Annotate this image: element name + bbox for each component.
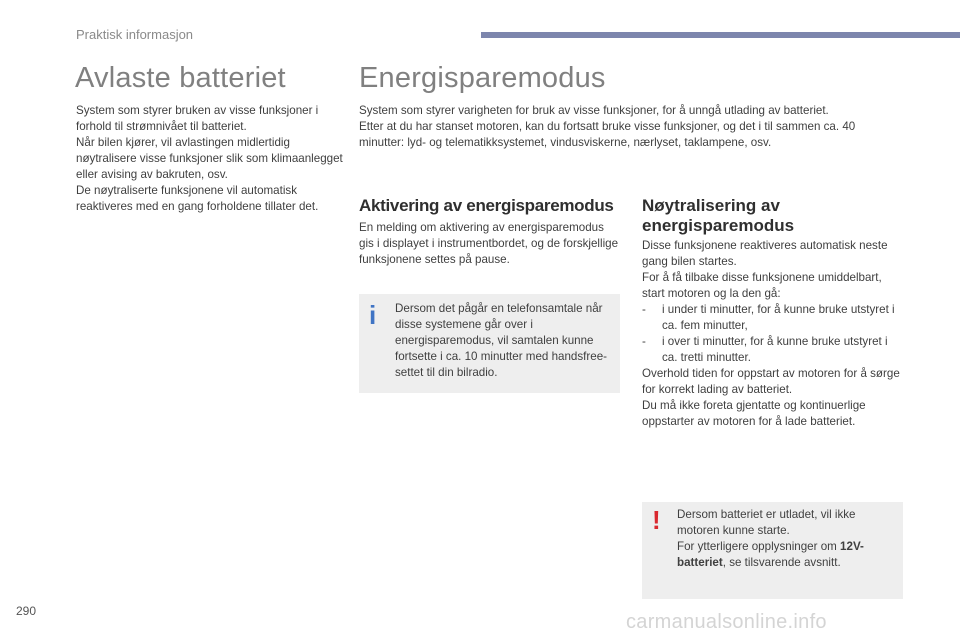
left-title: Avlaste batteriet: [75, 62, 286, 94]
list-item: [642, 302, 904, 334]
warning-bold: 12V-batteriet: [677, 540, 864, 569]
info-box: [359, 294, 620, 393]
neutralization-heading-line1: Nøytralisering av: [642, 196, 780, 215]
left-paragraph: De nøytraliserte funksjonene vil automatisk reaktiveres med en gang forholdene tillater det.: [76, 184, 319, 213]
list-text: i over ti minutter, for å kunne bruke utstyret i ca. tretti minutter.: [662, 335, 888, 364]
neutralization-heading-line2: energisparemodus: [642, 216, 795, 235]
right-title: Energisparemodus: [359, 62, 606, 94]
neutralization-p2: For å få tilbake disse funksjonene umiddelbart, start motoren og la den gå:: [642, 271, 882, 300]
activation-text: En melding om aktivering av energisparemodus gis i displayet i instrumentbordet, og de forskjellige funksjonene settes på pause.: [359, 221, 619, 266]
list-item: [642, 334, 904, 366]
intro-paragraph: System som styrer varigheten for bruk av visse funksjoner, for å unngå utlading av batteriet.: [359, 104, 829, 117]
warning-line2: [677, 539, 897, 571]
list-text: i under ti minutter, for å kunne bruke utstyret i ca. fem minutter,: [662, 303, 895, 332]
warning-box: [642, 502, 903, 599]
neutralization-p1: Disse funksjonene reaktiveres automatisk neste gang bilen startes.: [642, 239, 888, 268]
neutralization-p3: Overhold tiden for oppstart av motoren for å sørge for korrekt lading av batteriet.: [642, 367, 900, 396]
section-label: Praktisk informasjon: [76, 27, 194, 42]
warning-line2-start: For ytterligere opplysninger om: [677, 540, 837, 553]
activation-heading: Aktivering av energisparemodus: [359, 196, 614, 215]
header-bar: [481, 32, 960, 38]
warning-line2-end: , se tilsvarende avsnitt.: [722, 556, 841, 569]
right-intro: [359, 103, 859, 151]
list-dash: -: [642, 303, 646, 316]
left-paragraph: System som styrer bruken av visse funksjoner i forhold til strømnivået til batteriet.: [76, 104, 319, 133]
left-paragraph: Når bilen kjører, vil avlastingen midlertidig nøytralisere visse funksjoner slik som klimaanlegget eller avising av bakruten, osv.: [76, 136, 343, 181]
neutralization-body: [642, 238, 904, 430]
intro-paragraph: Etter at du har stanset motoren, kan du fortsatt bruke visse funksjoner, og det i til sammen ca. 40 minutter: lyd- og telematikksystemet, vindusviskerne, nærlyset, taklampene, osv.: [359, 120, 856, 149]
watermark: carmanualsonline.info: [626, 611, 827, 633]
neutralization-p4: Du må ikke foreta gjentatte og kontinuerlige oppstarter av motoren for å lade batteriet.: [642, 399, 866, 428]
left-body: [76, 103, 344, 215]
warning-icon: !: [652, 505, 661, 535]
list-dash: -: [642, 335, 646, 348]
info-icon: i: [369, 300, 377, 330]
page-number: 290: [16, 604, 37, 618]
warning-box-text: [677, 507, 897, 571]
info-box-text: Dersom det pågår en telefonsamtale når disse systemene går over i energisparemodus, vil samtalen kunne fortsette i ca. 10 minutter med handsfree-settet til din bilradio.: [395, 302, 608, 379]
warning-line1: Dersom batteriet er utladet, vil ikke motoren kunne starte.: [677, 508, 856, 537]
neutralization-heading: [642, 196, 794, 236]
